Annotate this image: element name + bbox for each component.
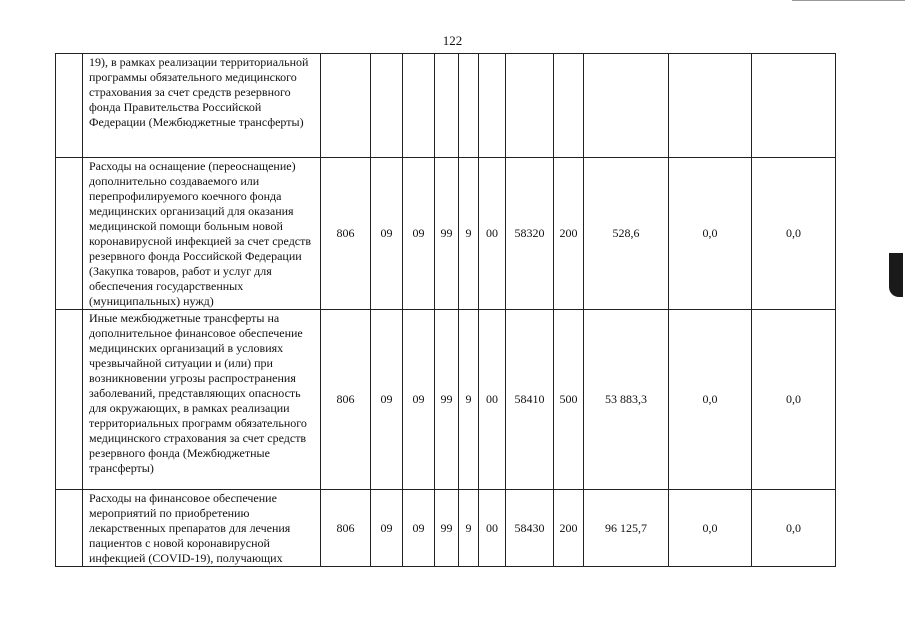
index-cell: [56, 158, 83, 310]
item-cell: 58430: [506, 490, 554, 567]
amount-2-cell: [669, 54, 752, 158]
subprogram-cell: 9: [459, 490, 479, 567]
amount-3-cell: 0,0: [752, 310, 836, 490]
amount-1-cell: 53 883,3: [584, 310, 669, 490]
index-cell: [56, 54, 83, 158]
amount-1-cell: 528,6: [584, 158, 669, 310]
top-edge-line: [792, 0, 905, 1]
index-cell: [56, 490, 83, 567]
group-cell: 00: [479, 310, 506, 490]
amount-1-cell: 96 125,7: [584, 490, 669, 567]
amount-2-cell: 0,0: [669, 310, 752, 490]
item-cell: 58320: [506, 158, 554, 310]
group-cell: 00: [479, 490, 506, 567]
expense-type-cell: 500: [554, 310, 584, 490]
item-cell: [506, 54, 554, 158]
amount-2-cell: 0,0: [669, 158, 752, 310]
amount-3-cell: [752, 54, 836, 158]
section-cell: [371, 54, 403, 158]
description-cell: Иные межбюджетные трансферты на дополнительное финансовое обеспечение медицинских организаций в условиях чрезвычайной ситуации и (или) при возникновении угрозы распространения заболеваний, представляющих опасность для окружающих, в рамках реализации территориальных программ обязательного медицинского страхования за счет средств резервного фонда (Межбюджетные трансферты): [83, 310, 321, 490]
subsection-cell: 09: [403, 310, 435, 490]
amount-3-cell: 0,0: [752, 158, 836, 310]
subsection-cell: [403, 54, 435, 158]
description-cell: Расходы на финансовое обеспечение мероприятий по приобретению лекарственных препаратов для лечения пациентов с новой коронавирусной инфекцией (COVID-19), получающих: [83, 490, 321, 567]
description-cell: Расходы на оснащение (переоснащение) дополнительно создаваемого или перепрофилируемого коечного фонда медицинских организаций для оказания медицинской помощи больным новой коронавирусной инфекцией за счет средств резервного фонда Российской Федерации (Закупка товаров, работ и услуг для обеспечения государственных (муниципальных) нужд): [83, 158, 321, 310]
subsection-cell: 09: [403, 490, 435, 567]
expense-type-cell: [554, 54, 584, 158]
index-cell: [56, 310, 83, 490]
subprogram-cell: 9: [459, 158, 479, 310]
section-cell: 09: [371, 158, 403, 310]
program-cell: [435, 54, 459, 158]
amount-2-cell: 0,0: [669, 490, 752, 567]
table-row: [56, 490, 836, 567]
binding-hole-mark: [889, 253, 903, 297]
group-cell: 00: [479, 158, 506, 310]
section-cell: 09: [371, 490, 403, 567]
ministry-cell: 806: [321, 158, 371, 310]
subprogram-cell: 9: [459, 310, 479, 490]
amount-3-cell: 0,0: [752, 490, 836, 567]
table-row: [56, 54, 836, 158]
ministry-cell: [321, 54, 371, 158]
expense-type-cell: 200: [554, 490, 584, 567]
program-cell: 99: [435, 158, 459, 310]
section-cell: 09: [371, 310, 403, 490]
page-number: 122: [442, 33, 463, 48]
amount-1-cell: [584, 54, 669, 158]
program-cell: 99: [435, 310, 459, 490]
table-row: [56, 158, 836, 310]
table-row: [56, 310, 836, 490]
subsection-cell: 09: [403, 158, 435, 310]
ministry-cell: 806: [321, 490, 371, 567]
ministry-cell: 806: [321, 310, 371, 490]
expense-type-cell: 200: [554, 158, 584, 310]
budget-table: [55, 53, 836, 567]
program-cell: 99: [435, 490, 459, 567]
group-cell: [479, 54, 506, 158]
description-cell: 19), в рамках реализации территориальной программы обязательного медицинского страхования за счет средств резервного фонда Правительства Российской Федерации (Межбюджетные трансферты): [83, 54, 321, 158]
item-cell: 58410: [506, 310, 554, 490]
subprogram-cell: [459, 54, 479, 158]
